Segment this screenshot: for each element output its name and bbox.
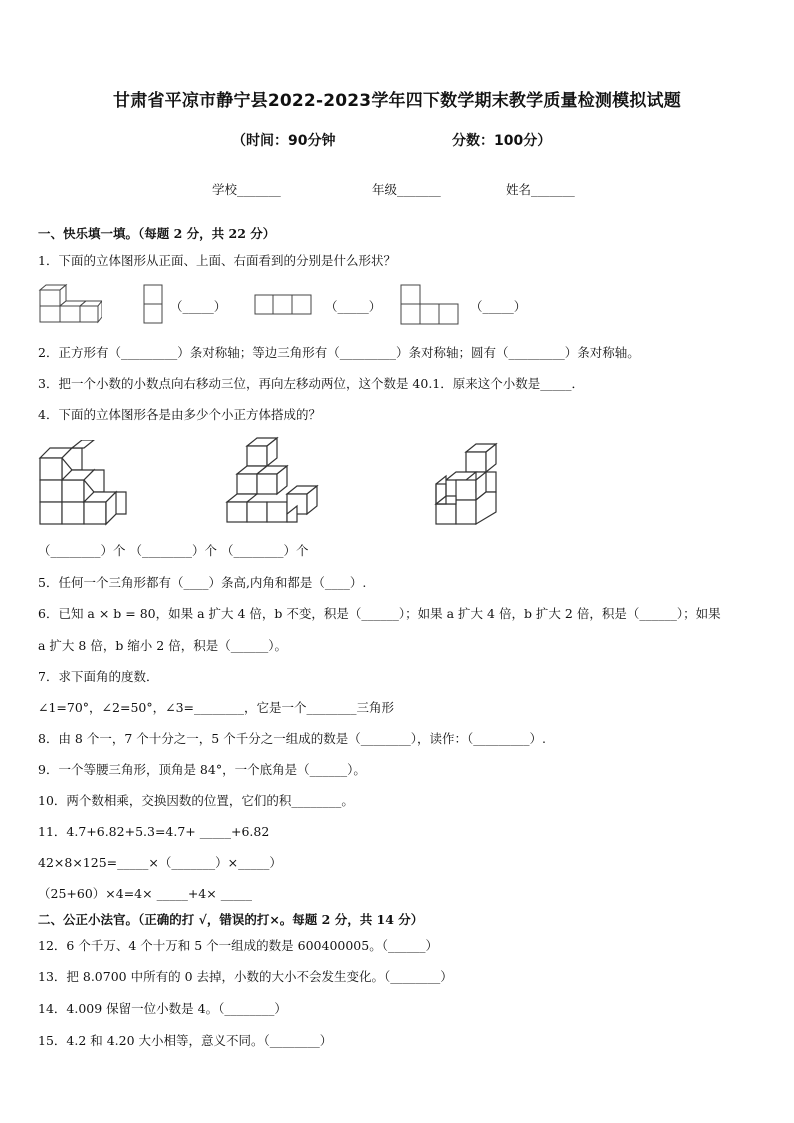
- section1-heading: 一、快乐填一填。（每题 2 分，共 22 分）: [38, 226, 276, 241]
- question-4: 4．下面的立体图形各是由多少个小正方体搭成的？: [38, 407, 321, 422]
- q1-answer-blank-1[interactable]: （_____）: [170, 299, 227, 314]
- q4-cube-stack-3: [434, 440, 500, 526]
- question-1: 1．下面的立体图形从正面、上面、右面看到的分别是什么形状？: [38, 253, 396, 268]
- score-label: 分数：100分）: [452, 133, 552, 149]
- question-6-line-1: 6．已知 a × b = 80，如果 a 扩大 4 倍，b 不变，积是（______）；如果 a 扩大 4 倍，b 扩大 2 倍，积是（______）；如果: [38, 606, 721, 621]
- q1-front-view-figure: [143, 284, 163, 324]
- question-10: 10．两个数相乘，交换因数的位置，它们的积________。: [38, 793, 354, 808]
- section2-heading: 二、公正小法官。（正确的打 √，错误的打×。每题 2 分，共 14 分）: [38, 912, 424, 927]
- question-2: 2．正方形有（_________）条对称轴；等边三角形有（_________）条对称轴；圆有（_________）条对称轴。: [38, 345, 640, 360]
- time-label: （时间：90分钟: [232, 133, 336, 149]
- question-15: 15．4.2 和 4.20 大小相等，意义不同。（________）: [38, 1033, 333, 1048]
- question-7-angles: ∠1=70°，∠2=50°，∠3=________，它是一个________三角形: [38, 700, 395, 715]
- page-title: 甘肃省平凉市静宁县2022-2023学年四下数学期末教学质量检测模拟试题: [113, 91, 681, 111]
- question-14: 14．4.009 保留一位小数是 4。（________）: [38, 1001, 287, 1016]
- q1-answer-blank-3[interactable]: （_____）: [470, 299, 527, 314]
- question-11-line-1: 11．4.7+6.82+5.3=4.7+ _____+6.82: [38, 824, 270, 839]
- q1-answer-blank-2[interactable]: （_____）: [325, 299, 382, 314]
- school-field: 学校_______: [212, 182, 281, 197]
- q4-cube-stack-2: [225, 436, 325, 526]
- question-9: 9．一个等腰三角形，顶角是 84°，一个底角是（______）。: [38, 762, 366, 777]
- q4-cube-stack-1: [38, 440, 130, 526]
- question-4-blanks[interactable]: （________）个 （________）个 （________）个: [38, 543, 309, 558]
- grade-field: 年级_______: [372, 182, 441, 197]
- q1-solid-figure: [38, 282, 102, 326]
- question-7: 7．求下面角的度数．: [38, 669, 159, 684]
- question-6-line-2: a 扩大 8 倍，b 缩小 2 倍，积是（______）。: [38, 638, 287, 653]
- question-11-line-2: 42×8×125=_____×（_______）×_____）: [38, 855, 282, 870]
- name-field: 姓名_______: [506, 182, 575, 197]
- q1-side-view-figure: [400, 284, 460, 326]
- question-13: 13．把 8.0700 中所有的 0 去掉，小数的大小不会发生变化。（________）: [38, 969, 453, 984]
- question-3: 3．把一个小数的小数点向右移动三位，再向左移动两位，这个数是 40.1．原来这个小数是_____．: [38, 376, 585, 391]
- q1-top-view-figure: [254, 294, 312, 316]
- question-8: 8．由 8 个一，7 个十分之一，5 个千分之一组成的数是（________），读作：（_________）.: [38, 731, 546, 746]
- question-11-line-3: （25+60）×4=4× _____+4× _____: [38, 886, 252, 901]
- question-12: 12．6 个千万、4 个十万和 5 个一组成的数是 600400005。（______）: [38, 938, 438, 953]
- question-5: 5．任何一个三角形都有（____）条高,内角和都是（____）.: [38, 575, 367, 590]
